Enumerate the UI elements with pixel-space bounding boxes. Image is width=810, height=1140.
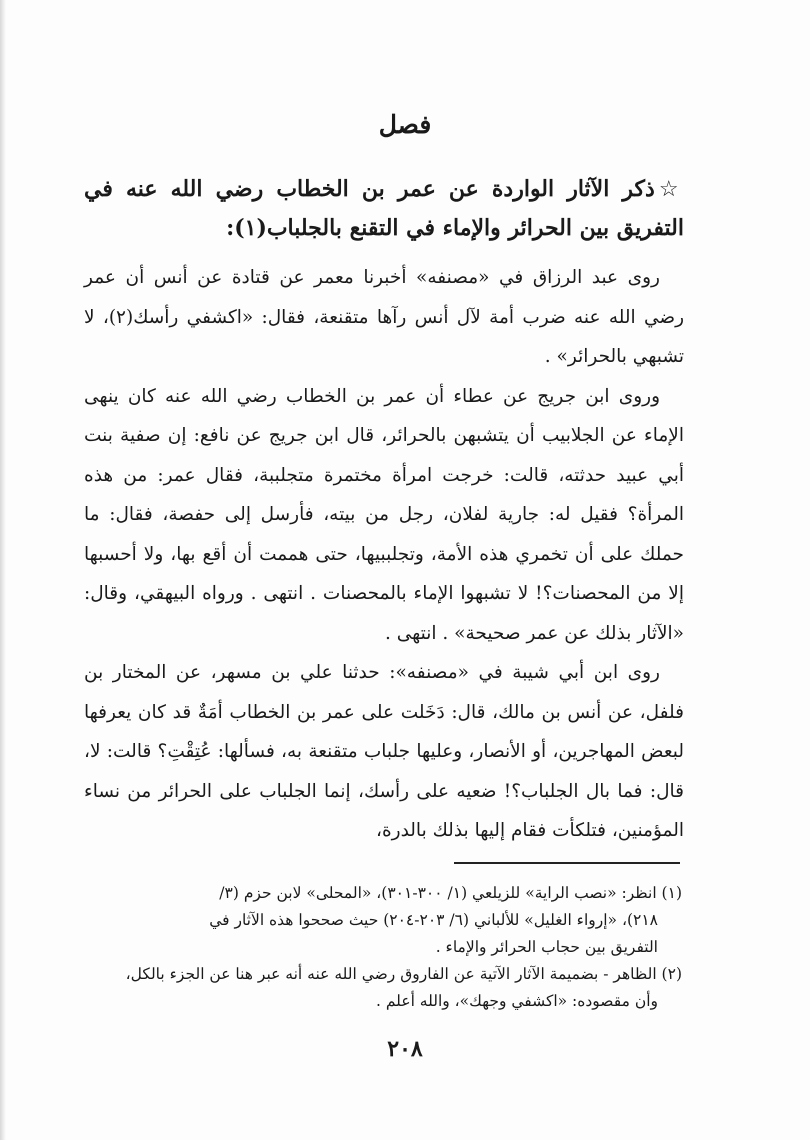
section-title xyxy=(84,170,684,248)
section-title-text: ذكر الآثار الواردة عن عمر بن الخطاب رضي الله عنه في التفريق بين الحرائر والإماء في التقنع بالجلباب(١): xyxy=(84,176,684,241)
star-icon: ☆ xyxy=(658,177,684,202)
footnote-1-line-2: ٢١٨)، «إرواء الغليل» للألباني (٦/ ٢٠٣-٢٠٤) حيث صححوا هذه الآثار في xyxy=(209,911,658,929)
page-number: ٢٠٨ xyxy=(387,1036,423,1062)
footnote-1-line-1: (١) انظر: «نصب الراية» للزيلعي (١/ ٣٠٠-٣٠١)، «المحلى» لابن حزم (٣/ xyxy=(219,884,682,902)
paragraph-abdulrazzaq: روى عبد الرزاق في «مصنفه» أخبرنا معمر عن قتادة عن أنس أن عمر رضي الله عنه ضرب أمة لآل أنس رآها متقنعة، فقال: «اكشفي رأسك(٢)، لا تشبهي بالحرائر» . xyxy=(84,267,684,367)
footnote-separator xyxy=(454,862,680,864)
footnote-1-line-3: التفريق بين حجاب الحرائر والإماء . xyxy=(435,938,658,956)
paragraph-ibn-jurayj: وروى ابن جريج عن عطاء أن عمر بن الخطاب رضي الله عنه كان ينهى الإماء عن الجلابيب أن يتشبهن بالحرائر، قال ابن جريج عن نافع: إن صفية بنت أبي عبيد حدثته، قالت: خرجت امرأة مختمرة متجلببة، فقال عمر: من هذه المرأة؟ فقيل له: جارية لفلان، رجل من بيته، فأرسل إلى حفصة، فقال: ما حملك على أن تخمري هذه الأمة، وتجلببيها، حتى هممت أن أقع بها، ولا أحسبها إلا من المحصنات؟! لا تشبهوا الإماء بالمحصنات . انتهى . ورواه البيهقي، وقال: «الآثار بذلك عن عمر صحيحة» . انتهى . xyxy=(84,385,684,644)
footnote-2-line-1: (٢) الظاهر - بضميمة الآثار الآتية عن الفاروق رضي الله عنه أنه عبر هنا عن الجزء بالكل، xyxy=(125,965,682,983)
scan-edge-shadow xyxy=(0,0,6,1140)
section-heading: فصل xyxy=(378,110,432,139)
footnote-2-line-2: وأن مقصوده: «اكشفي وجهك»، والله أعلم . xyxy=(376,992,658,1010)
footnotes xyxy=(96,880,682,1015)
body-text xyxy=(84,258,684,851)
paragraph-ibn-abi-shaybah: روى ابن أبي شيبة في «مصنفه»: حدثنا علي بن مسهر، عن المختار بن فلفل، عن أنس بن مالك، قال: دَخَلت على عمر بن الخطاب أمَةٌ قد كان يعرفها لبعض المهاجرين، أو الأنصار، وعليها جلباب متقنعة به، فسألها: عُتِقْتِ؟ قالت: لا، قال: فما بال الجلباب؟! ضعيه على رأسك، إنما الجلباب على الحرائر من نساء المؤمنين، فتلكأت فقام إليها بذلك بالدرة، xyxy=(84,662,684,841)
